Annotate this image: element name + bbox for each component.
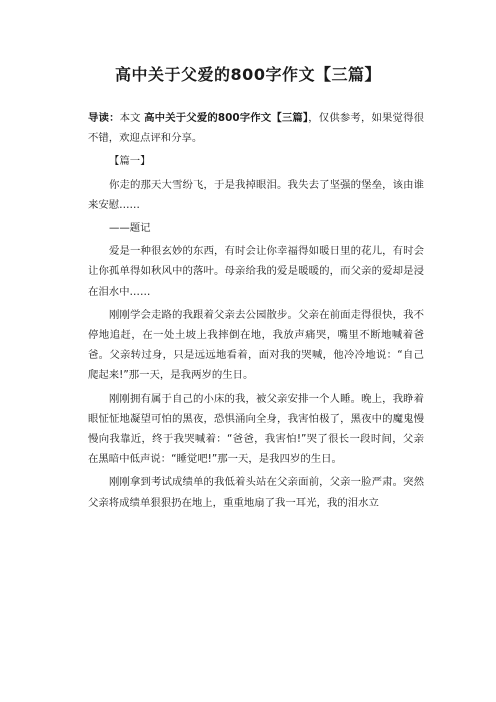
- document-title: 高中关于父爱的800字作文【三篇】: [115, 65, 381, 84]
- intro-prefix: 本文: [119, 112, 145, 124]
- body-paragraph: 刚刚拿到考试成绩单的我低着头站在父亲面前，父亲一脸严肃。突然父亲将成绩单狠狠扔在地上，重重地扇了我一耳光，我的泪水立: [88, 476, 424, 509]
- body-paragraph: 爱是一种很玄妙的东西，有时会让你幸福得如暖日里的花儿，有时会让你孤单得如秋风中的落叶。母亲给我的爱是暖暖的，而父亲的爱却是浸在泪水中……: [88, 245, 424, 298]
- body-paragraph: 刚刚拥有属于自己的小床的我，被父亲安排一个人睡。晚上，我睁着眼怔怔地凝望可怕的黑夜，恐惧涌向全身，我害怕极了，黑夜中的魔鬼慢慢向我靠近，终于我哭喊着：“爸爸，我害怕!”哭了很长一段时间，父亲在黑暗中低声说：“睡觉吧!”那一天，是我四岁的生日。: [88, 392, 424, 466]
- epigraph-label: ——题记: [109, 222, 151, 235]
- intro-paragraph: [88, 108, 424, 148]
- intro-label: 导读：: [88, 112, 120, 124]
- body-paragraph: 你走的那天大雪纷飞，于是我掉眼泪。我失去了坚强的堡垒，该由谁来安慰……: [88, 178, 424, 211]
- intro-suffix: ，仅供参考，如果觉得很不错，欢迎点评和分享。: [88, 112, 425, 145]
- document-body: [88, 108, 424, 516]
- body-paragraph: 刚刚学会走路的我跟着父亲去公园散步。父亲在前面走得很快，我不停地追赶，在一处土坡上我摔倒在地，我放声痛哭，嘴里不断地喊着爸爸。父亲转过身，只是远远地看着，面对我的哭喊，他冷冷地说：“自己爬起来!”那一天，是我两岁的生日。: [88, 308, 424, 382]
- intro-title: 高中关于父爱的800字作文【三篇】: [144, 112, 309, 124]
- section-heading: 【篇一】: [109, 155, 151, 168]
